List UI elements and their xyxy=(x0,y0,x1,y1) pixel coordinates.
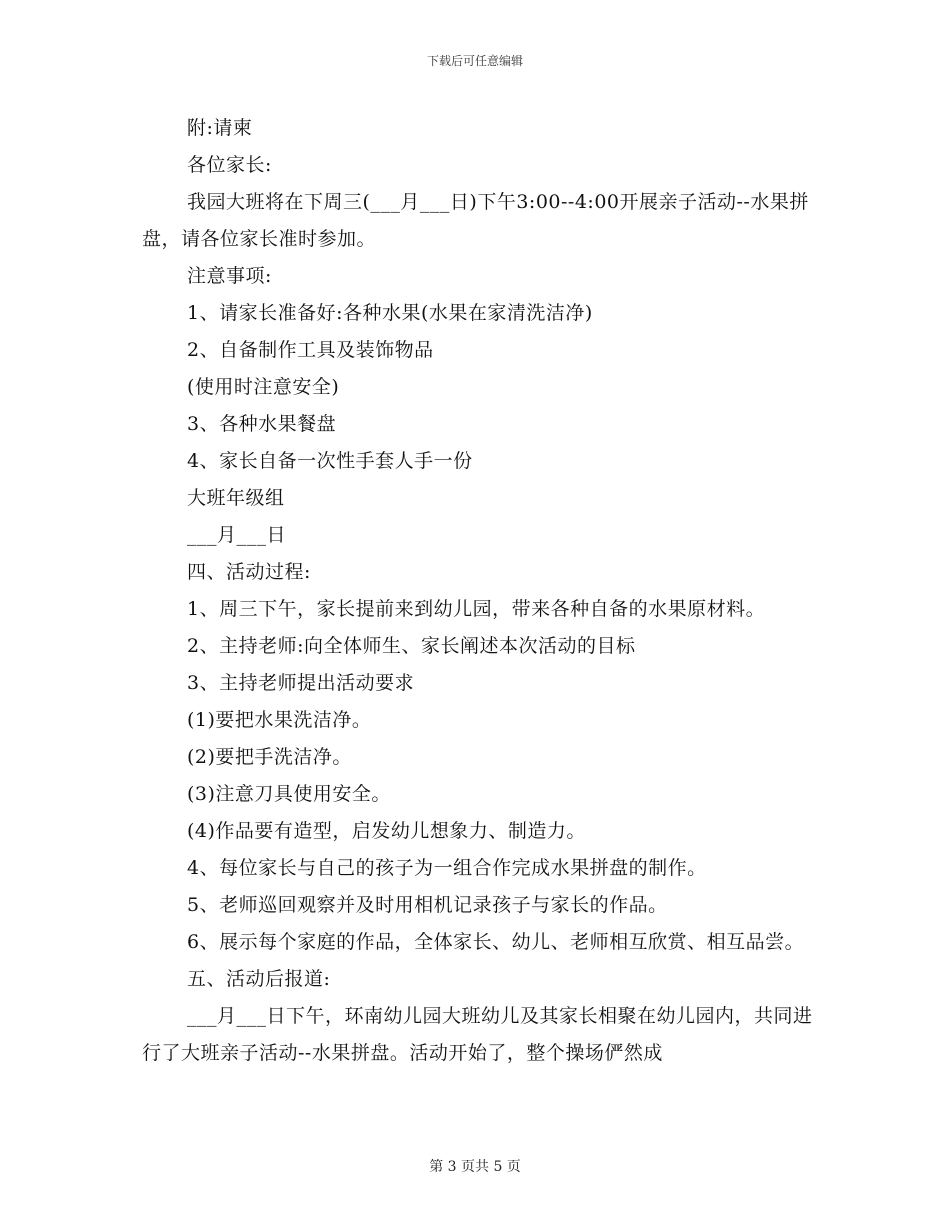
signature-date: ___月___日 xyxy=(187,524,287,546)
requirement-4: (4)作品要有造型，启发幼儿想象力、制造力。 xyxy=(187,820,586,842)
section-heading-report: 五、活动后报道: xyxy=(187,968,331,990)
requirement-1: (1)要把水果洗洁净。 xyxy=(187,709,372,731)
process-step-1: 1、周三下午，家长提前来到幼儿园，带来各种自备的水果原材料。 xyxy=(187,598,766,620)
note-item-3: 3、各种水果餐盘 xyxy=(187,413,337,435)
note-item-2-remark: (使用时注意安全) xyxy=(187,376,340,398)
section-heading-process: 四、活动过程: xyxy=(187,561,311,583)
process-step-6: 6、展示每个家庭的作品，全体家长、幼儿、老师相互欣赏、相互品尝。 xyxy=(187,931,805,953)
process-step-5: 5、老师巡回观察并及时用相机记录孩子与家长的作品。 xyxy=(187,894,668,916)
document-body xyxy=(142,110,822,1072)
process-step-3: 3、主持老师提出活动要求 xyxy=(187,672,415,694)
salutation: 各位家长: xyxy=(187,154,272,176)
notes-heading: 注意事项: xyxy=(187,265,272,287)
page-footer: 第 3 页共 5 页 xyxy=(429,1159,521,1175)
note-item-4: 4、家长自备一次性手套人手一份 xyxy=(187,450,473,472)
note-item-2: 2、自备制作工具及装饰物品 xyxy=(187,339,434,361)
process-step-4: 4、每位家长与自己的孩子为一组合作完成水果拼盘的制作。 xyxy=(187,857,707,879)
invitation-paragraph: 我园大班将在下周三(___月___日)下午3:00--4:00开展亲子活动--水果拼盘，请各位家长准时参加。 xyxy=(142,191,809,250)
requirement-2: (2)要把手洗洁净。 xyxy=(187,746,352,768)
signature-group: 大班年级组 xyxy=(187,487,285,509)
requirement-3: (3)注意刀具使用安全。 xyxy=(187,783,391,805)
report-paragraph: ___月___日下午，环南幼儿园大班幼儿及其家长相聚在幼儿园内，共同进行了大班亲子活动--水果拼盘。活动开始了，整个操场俨然成 xyxy=(142,1005,813,1064)
process-step-2: 2、主持老师:向全体师生、家长阐述本次活动的目标 xyxy=(187,635,636,657)
page-header: 下载后可任意编辑 xyxy=(426,54,523,68)
note-item-1: 1、请家长准备好:各种水果(水果在家清洗洁净) xyxy=(187,302,593,324)
attachment-title: 附:请柬 xyxy=(187,117,253,139)
